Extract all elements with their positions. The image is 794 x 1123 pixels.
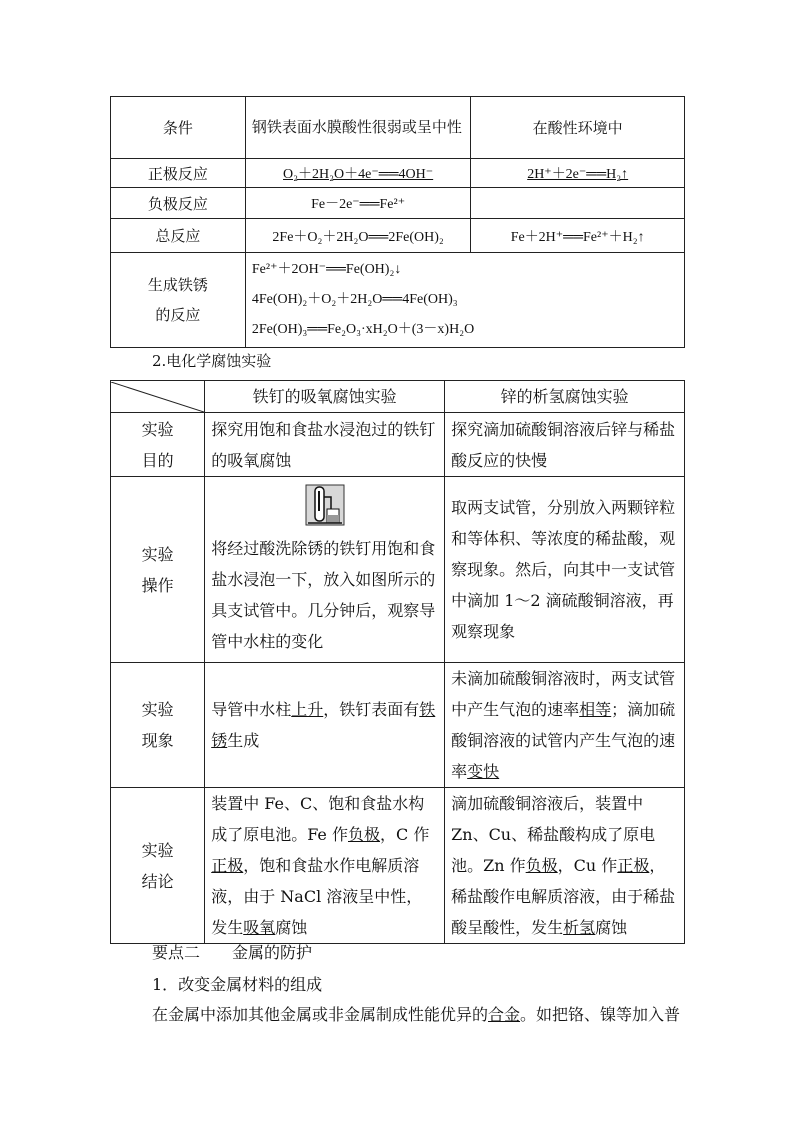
phenomenon-label: 实验现象: [141, 700, 174, 750]
table1-condition-hydrogen: 在酸性环境中: [471, 97, 685, 159]
branch-tube-icon: [305, 483, 345, 527]
paragraph-alloy-text: 。如把铬、镍等加入普: [520, 1005, 681, 1024]
table2-conclusion-hydrogen: [445, 788, 685, 944]
table1-label-rust: [111, 253, 246, 348]
table1-label-condition: 条件: [111, 97, 246, 159]
section-title-protection: 要点二 金属的防护: [152, 943, 313, 962]
conclusion-hydrogen-blank-3: 析氢: [563, 918, 596, 937]
rust-reaction-3: 2Fe(OH)₃══Fe₂O₃·xH₂O＋(3－x)H₂O: [251, 322, 475, 337]
table2-label-purpose: [111, 413, 205, 477]
table1-rust-reactions: [245, 253, 684, 348]
purpose-label: 实验目的: [141, 419, 174, 470]
rust-label: 生成铁锈的反应: [147, 276, 208, 324]
table1-anode-empty: [471, 188, 685, 219]
table2-label-operation: [111, 477, 205, 663]
paragraph-alloy: [152, 1000, 692, 1030]
conclusion-hydrogen-blank-1: 负极: [525, 856, 558, 875]
conclusion-oxygen-text: ，饱和食盐水作电解质溶液，由于 NaCl 溶液呈中性，发生: [211, 856, 423, 937]
operation-label: 实验操作: [141, 544, 174, 595]
phenomenon-oxygen-text: 导管中水柱: [211, 700, 292, 719]
table1-total-hydrogen: Fe＋2H⁺══Fe²⁺＋H₂↑: [471, 219, 685, 253]
table1-condition-oxygen: [245, 97, 470, 159]
conclusion-label: 实验结论: [141, 840, 174, 891]
conclusion-oxygen-blank-1: 负极: [348, 825, 381, 844]
cathode-hydrogen-formula: 2H⁺＋2e⁻══H₂↑: [527, 167, 629, 182]
rust-reaction-2: 4Fe(OH)₂＋O₂＋2H₂O══4Fe(OH)₃: [251, 292, 458, 307]
table2-phenomenon-hydrogen: [445, 663, 685, 788]
conclusion-oxygen-blank-3: 吸氧: [243, 918, 276, 937]
phenomenon-oxygen-blank-1: 上升: [291, 700, 324, 719]
phenomenon-hydrogen-text: 未滴加硫酸铜溶液时，两支试管中产生气泡的速率: [451, 669, 676, 719]
cathode-oxygen-formula: O₂＋2H₂O＋4e⁻══4OH⁻: [283, 167, 434, 182]
table1-cathode-oxygen: [245, 159, 470, 188]
condition-oxygen-text: 钢铁表面水膜酸性很弱或呈中性: [251, 117, 462, 136]
subheading-composition: 1．改变金属材料的组成: [152, 975, 323, 994]
diagonal-line: [111, 382, 207, 413]
table2-label-phenomenon: [111, 663, 205, 788]
table2-operation-oxygen: [205, 477, 445, 663]
conclusion-hydrogen-text: ，Cu 作: [557, 856, 618, 875]
table1-cathode-hydrogen: [471, 159, 685, 188]
table1-label-cathode: 正极反应: [111, 159, 246, 188]
table1-label-total: 总反应: [111, 219, 246, 253]
conclusion-hydrogen-text: ，稀盐酸作电解质溶液，由于稀盐酸呈酸性，发生: [451, 856, 676, 937]
table2-purpose-oxygen: 探究用饱和食盐水浸泡过的铁钉的吸氧腐蚀: [205, 413, 445, 477]
phenomenon-hydrogen-blank-2: 变快: [467, 762, 500, 781]
phenomenon-oxygen-blank-2: 铁锈: [211, 700, 436, 750]
section-heading-2: 2.电化学腐蚀实验: [152, 352, 272, 370]
conclusion-oxygen-text: ，C 作: [380, 825, 430, 844]
table2-purpose-hydrogen: 探究滴加硫酸铜溶液后锌与稀盐酸反应的快慢: [445, 413, 685, 477]
table2-operation-hydrogen: 取两支试管，分别放入两颗锌粒和等体积、等浓度的稀盐酸，观察现象。然后，向其中一支试管中滴加 1～2 滴硫酸铜溶液，再观察现象: [445, 477, 685, 663]
phenomenon-oxygen-text: ，铁钉表面有: [323, 700, 420, 719]
paragraph-alloy-blank: 合金: [488, 1005, 521, 1024]
table2-header-oxygen: 铁钉的吸氧腐蚀实验: [205, 381, 445, 413]
phenomenon-hydrogen-text: ；滴加硫酸铜溶液的试管内产生气泡的速率: [451, 700, 676, 781]
phenomenon-hydrogen-blank-1: 相等: [579, 700, 612, 719]
table2-label-conclusion: [111, 788, 205, 944]
table2-phenomenon-oxygen: [205, 663, 445, 788]
table1-anode-formula: Fe－2e⁻══Fe²⁺: [245, 188, 470, 219]
conclusion-oxygen-text: 装置中 Fe、C、饱和食盐水构成了原电池。Fe 作: [211, 794, 425, 844]
conclusion-hydrogen-text: 滴加硫酸铜溶液后，装置中 Zn、Cu、稀盐酸构成了原电池。Zn 作: [451, 794, 656, 875]
conclusion-oxygen-blank-2: 正极: [211, 856, 244, 875]
operation-oxygen-text: 将经过酸洗除锈的铁钉用饱和食盐水浸泡一下，放入如图所示的具支试管中。几分钟后，观察导管中水柱的变化: [211, 539, 436, 651]
table2-header-hydrogen: 锌的析氢腐蚀实验: [445, 381, 685, 413]
conclusion-hydrogen-blank-2: 正极: [617, 856, 650, 875]
paragraph-alloy-text: 在金属中添加其他金属或非金属制成性能优异的: [152, 1005, 489, 1024]
corrosion-experiment-table: [110, 380, 685, 944]
table1-total-oxygen: 2Fe＋O₂＋2H₂O══2Fe(OH)₂: [245, 219, 470, 253]
table1-label-anode: 负极反应: [111, 188, 246, 219]
conclusion-oxygen-text: 腐蚀: [275, 918, 308, 937]
corrosion-comparison-table: [110, 96, 685, 348]
table2-diagonal-corner: [111, 381, 205, 413]
phenomenon-oxygen-text: 生成: [227, 731, 260, 750]
rust-reaction-1: Fe²⁺＋2OH⁻══Fe(OH)₂↓: [251, 262, 402, 277]
apparatus-image: [211, 483, 438, 533]
table2-conclusion-oxygen: [205, 788, 445, 944]
conclusion-hydrogen-text: 腐蚀: [595, 918, 628, 937]
